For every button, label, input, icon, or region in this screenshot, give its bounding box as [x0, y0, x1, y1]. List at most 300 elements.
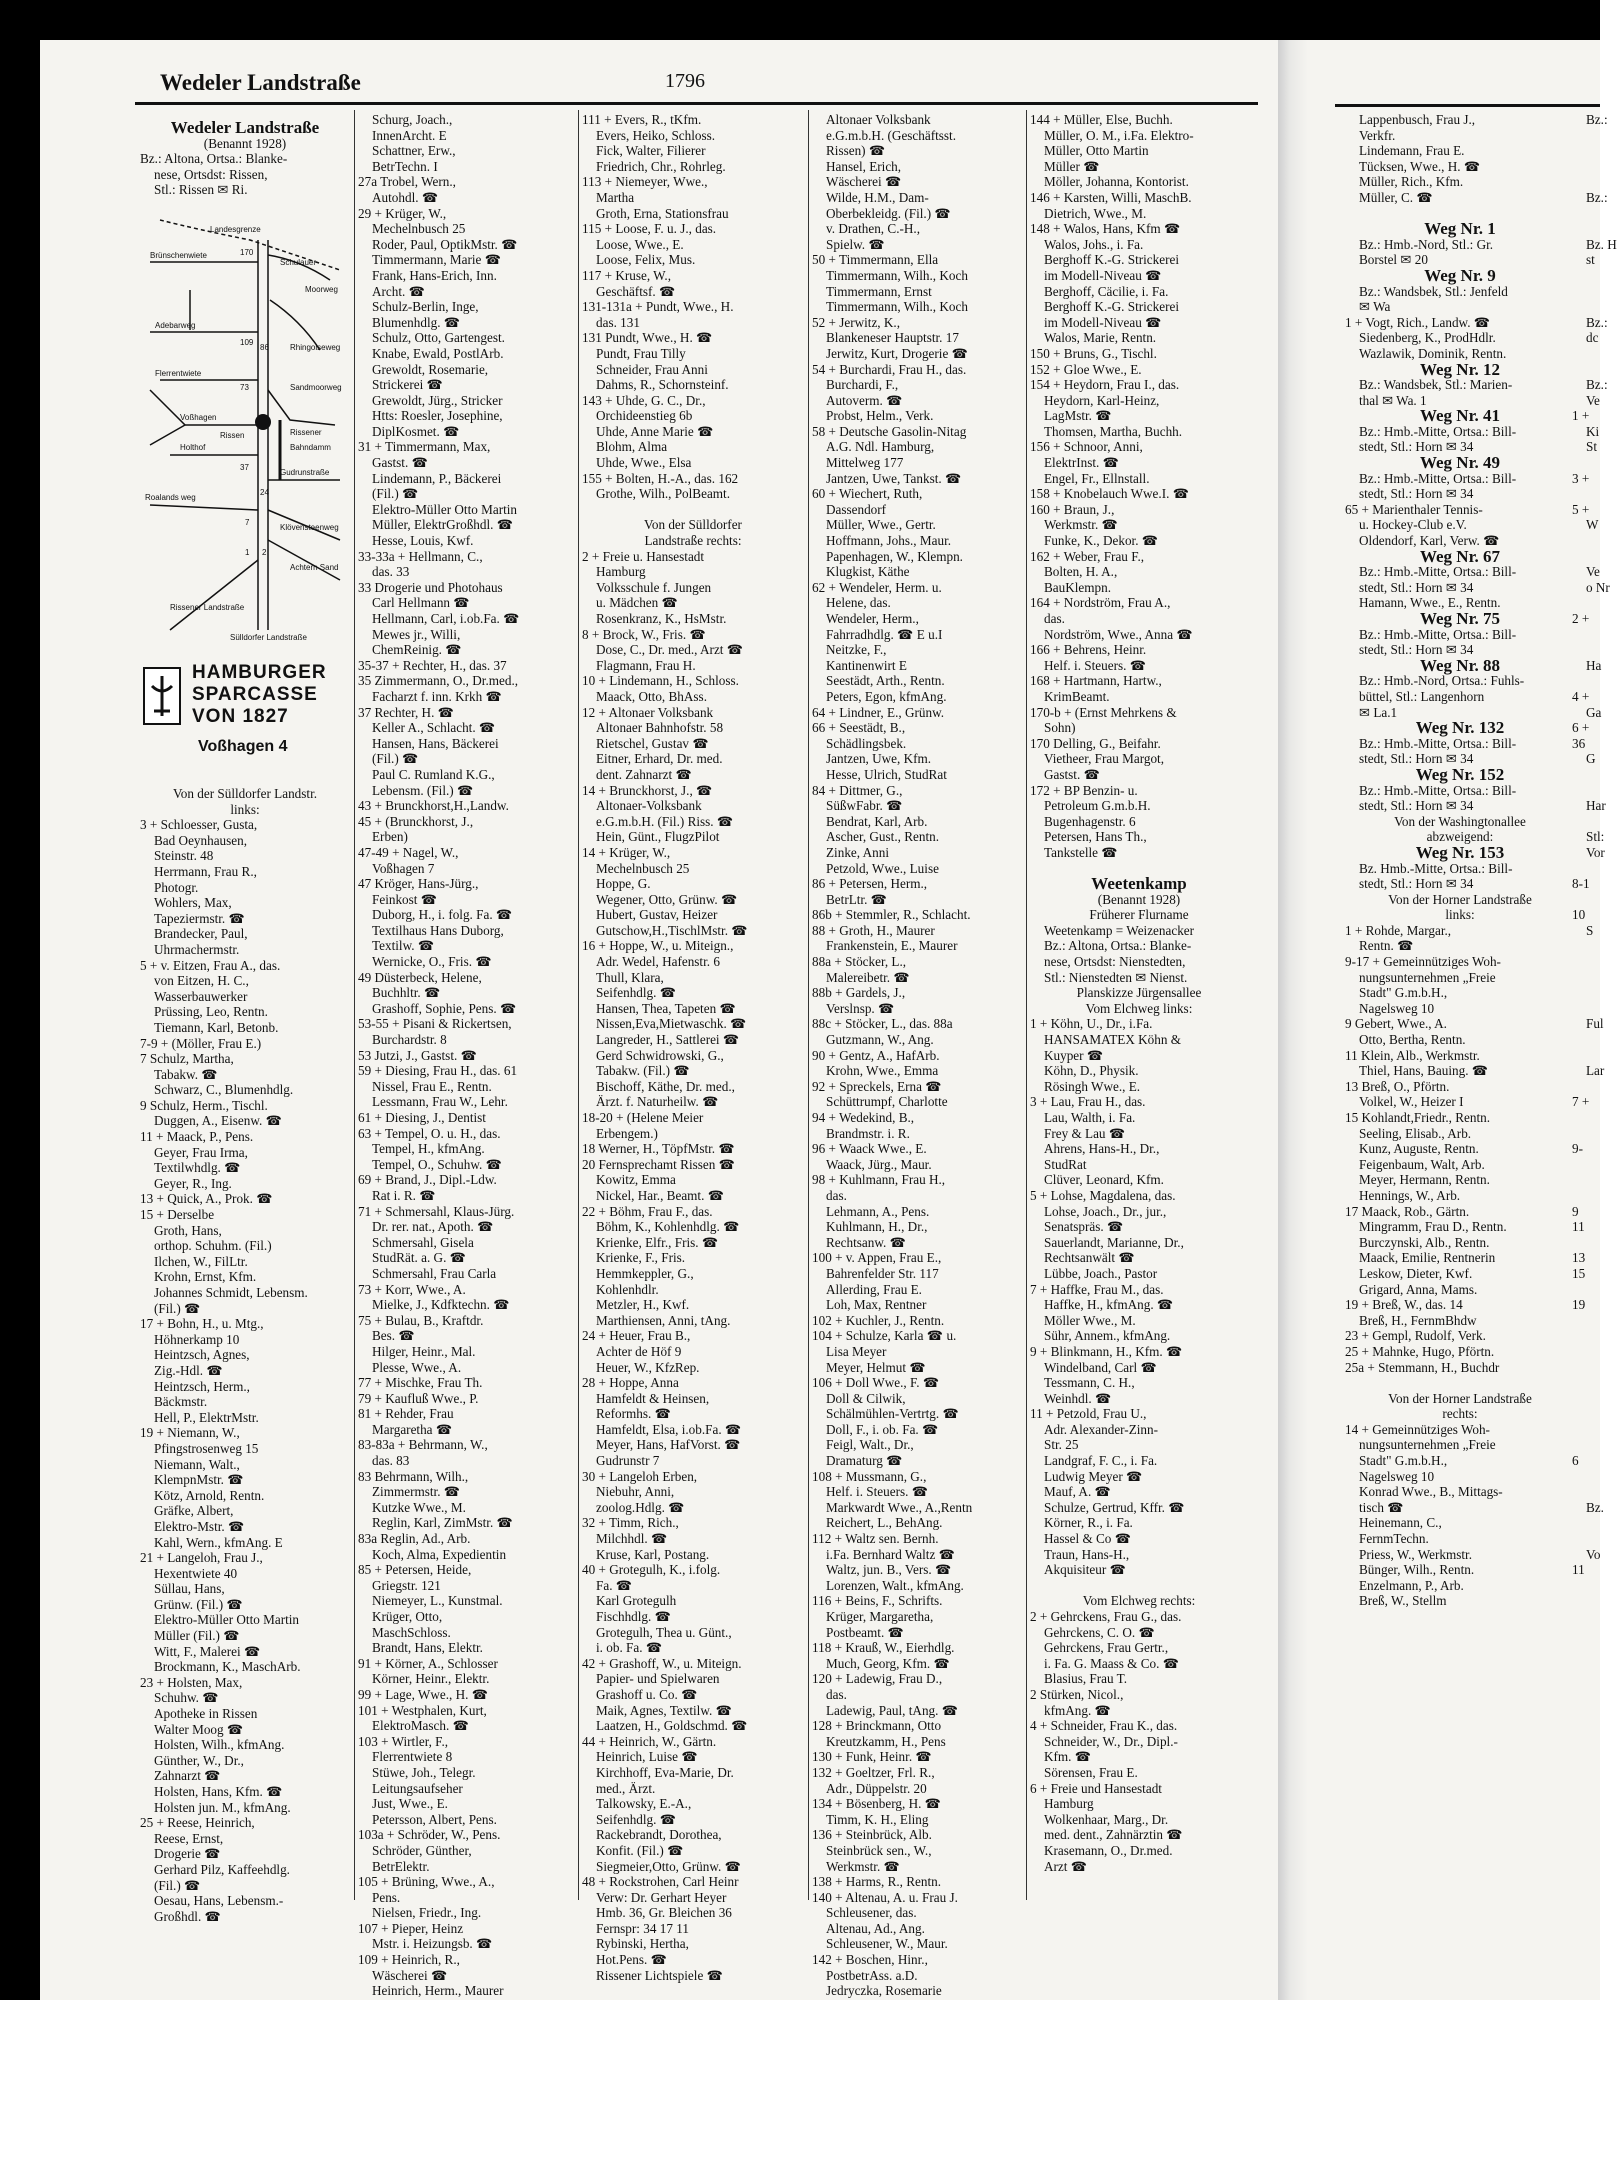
directory-entry-line — [1572, 1001, 1600, 1017]
directory-entry-line: KrimBeamt. — [1044, 688, 1110, 704]
directory-entry-line: Bischoff, Käthe, Dr. med., — [596, 1078, 735, 1094]
directory-entry-line — [1572, 783, 1600, 799]
directory-entry-line: Stadt" G.m.b.H., — [1359, 1453, 1448, 1469]
map-number: 7 — [245, 518, 250, 527]
directory-entry-line: (Benannt 1928) — [1097, 891, 1181, 907]
directory-entry-line — [1572, 1157, 1600, 1173]
directory-entry-line: Ladewig, Paul, tAng. ☎ — [826, 1702, 959, 1718]
directory-entry-line: Ve — [1586, 564, 1600, 580]
directory-entry-line: Ludwig Meyer ☎ — [1044, 1468, 1143, 1484]
directory-entry-line: W — [1586, 517, 1599, 533]
directory-entry-line: das. — [826, 1187, 847, 1203]
directory-entry-line: Lessmann, Frau W., Lehr. — [372, 1094, 508, 1110]
directory-entry-line: Rissen) ☎ — [826, 143, 886, 159]
directory-entry-line: Ahrens, Hans-H., Dr., — [1044, 1141, 1160, 1157]
directory-entry-line: 86 + Petersen, Herm., — [812, 876, 928, 892]
directory-entry-line — [1572, 143, 1600, 159]
directory-entry-line: 148 + Walos, Hans, Kfm ☎ — [1030, 221, 1181, 237]
directory-entry-line: Uhde, Wwe., Elsa — [596, 455, 692, 471]
directory-entry-line: Niebuhr, Anni, — [596, 1484, 675, 1500]
directory-entry-line: 37 Rechter, H. ☎ — [358, 704, 455, 720]
column-5-entries — [1030, 112, 1248, 1902]
directory-entry-line: Sühr, Annem., kfmAng. — [1044, 1328, 1171, 1344]
directory-entry-line: Krohn, Wwe., Emma — [826, 1063, 939, 1079]
directory-entry-line: Verkfr. — [1359, 127, 1396, 143]
directory-entry-line: Sohn) — [1044, 720, 1076, 736]
directory-entry-line: Ki — [1586, 423, 1600, 439]
directory-entry-line: Heintzsch, Herm., — [154, 1378, 250, 1394]
directory-entry-line: Werkmstr. ☎ — [1044, 517, 1118, 533]
directory-entry-line: Weetenkamp = Weizenacker — [1044, 922, 1195, 938]
directory-entry-line: Loose, Felix, Mus. — [596, 252, 696, 268]
directory-entry-line: Schulz-Berlin, Inge, — [372, 299, 479, 315]
directory-entry-line: Hein, Günt., FlugzPilot — [596, 829, 720, 845]
directory-entry-line: 108 + Mussmann, G., — [812, 1468, 927, 1484]
directory-entry-line: Grothe, Wilh., PolBeamt. — [596, 486, 731, 502]
directory-entry-line: 53 Jutzi, J., Gastst. ☎ — [358, 1047, 477, 1063]
directory-entry-line: Wernicke, O., Fris. ☎ — [372, 954, 492, 970]
directory-entry-line: 109 + Heinrich, R., — [358, 1952, 460, 1968]
directory-entry-line — [1572, 1313, 1600, 1329]
directory-entry-line: Bolten, H. A., — [1044, 564, 1118, 580]
directory-entry-line: Holsten, Hans, Kfm. ☎ — [154, 1784, 283, 1799]
directory-entry-line: Str. 25 — [1044, 1437, 1079, 1453]
directory-entry-line: Siedenberg, K., ProdHdlr. — [1359, 330, 1496, 346]
directory-entry-line: abzweigend: — [1426, 829, 1494, 845]
directory-entry-line: 14 + Krüger, W., — [582, 844, 671, 860]
directory-entry-line: Hellmann, Carl, i.ob.Fa. ☎ — [372, 611, 520, 626]
directory-entry-line: 1 + — [1572, 408, 1590, 424]
directory-entry-line: Grewoldt, Jürg., Stricker — [372, 392, 503, 408]
directory-entry-line: Mauf, A. ☎ — [1044, 1484, 1111, 1500]
directory-entry-line: Helf. i. Steuers. ☎ — [826, 1484, 929, 1500]
directory-entry-line: Jerwitz, Kurt, Drogerie ☎ — [826, 345, 969, 361]
directory-entry-line: zoolog.Hdlg. ☎ — [596, 1499, 685, 1515]
directory-entry-line: 115 + Loose, F. u. J., das. — [582, 221, 717, 237]
directory-entry-line: ✉ La.1 — [1359, 704, 1398, 720]
directory-entry-line: Bz. Hmb.-Mitte, Ortsa.: Bill- — [1359, 860, 1513, 876]
directory-entry-line: Verslnsp. ☎ — [826, 1000, 895, 1016]
directory-entry-line: Har — [1586, 798, 1606, 814]
directory-entry-line: Heuer, W., KfzRep. — [596, 1359, 700, 1375]
directory-entry-line: 136 + Steinbrück, Alb. — [812, 1827, 932, 1843]
directory-entry-line: stedt, Stl.: Horn ✉ 34 — [1359, 642, 1474, 658]
directory-entry-line: i.Fa. Bernhard Waltz ☎ — [826, 1546, 956, 1562]
map-label: Klövensteenweg — [280, 523, 339, 532]
directory-entry-line: Lübbe, Joach., Pastor — [1044, 1265, 1158, 1281]
directory-entry-line: Rösingh Wwe., E. — [1044, 1078, 1141, 1094]
directory-entry-line: 4 + Schneider, Frau K., das. — [1030, 1718, 1178, 1734]
directory-entry-line: Landgraf, F. C., i. Fa. — [1044, 1453, 1158, 1469]
directory-entry-line: Carl Hellmann ☎ — [372, 595, 470, 611]
directory-entry-line: Seeling, Elisab., Arb. — [1359, 1125, 1472, 1141]
directory-entry-line: med., Ärzt. — [596, 1780, 656, 1796]
directory-entry-line — [1572, 221, 1600, 237]
directory-entry-line: 25a + Stemmann, H., Buchdr — [1345, 1359, 1500, 1375]
directory-entry-line: Oldendorf, Karl, Verw. ☎ — [1359, 533, 1500, 549]
directory-entry-line: 13 — [1572, 1250, 1586, 1266]
directory-entry-line: Krienke, F., Fris. — [596, 1250, 686, 1266]
directory-entry-line: Burczynski, Alb., Rentn. — [1359, 1234, 1490, 1250]
directory-entry-line: Zimmermstr. ☎ — [372, 1484, 461, 1500]
directory-entry-line: 172 + BP Benzin- u. — [1030, 782, 1138, 798]
column-6-entries — [1345, 112, 1575, 1902]
directory-entry-line: Hansen, Hans, Bäckerei — [372, 735, 499, 751]
map-label: Adebarweg — [155, 321, 196, 330]
directory-entry-line: BetrLtr. ☎ — [826, 891, 888, 907]
directory-entry-line: Müller, Otto Martin — [1044, 143, 1149, 159]
directory-entry-line: im Modell-Niveau ☎ — [1044, 267, 1162, 283]
directory-entry-line: Von der Washingtonallee — [1394, 813, 1526, 829]
directory-entry-line: Tiemann, Karl, Betonb. — [154, 1019, 279, 1035]
directory-entry-line: Elektro-Mstr. ☎ — [154, 1518, 245, 1534]
directory-entry-line: 111 + Evers, R., tKfm. — [582, 112, 702, 127]
directory-entry-line: Gudrunstr 7 — [596, 1453, 660, 1469]
directory-entry-line: 5 + — [1572, 501, 1590, 517]
map-label: Sandmoorweg — [290, 383, 342, 392]
directory-entry-line — [1572, 1469, 1600, 1485]
directory-entry-line: 103a + Schröder, W., Pens. — [358, 1827, 501, 1843]
directory-entry-line: BauKlempn. — [1044, 579, 1112, 595]
directory-entry-line: 18-20 + (Helene Meier — [582, 1110, 704, 1125]
directory-entry-line: 2 + Freie u. Hansestadt — [582, 548, 705, 564]
directory-entry-line: Berghoff K.-G. Strickerei — [1044, 252, 1180, 268]
directory-entry-line: Wohlers, Max, — [154, 895, 232, 911]
directory-entry-line: Mielke, J., Kdfktechn. ☎ — [372, 1297, 510, 1313]
directory-entry-line — [1572, 1437, 1600, 1453]
directory-entry-line: Feinkost ☎ — [372, 891, 438, 907]
directory-entry-line: Seestädt, Arth., Rentn. — [826, 673, 945, 689]
directory-entry-line: Eitner, Erhard, Dr. med. — [596, 751, 723, 767]
directory-entry-line — [1572, 159, 1600, 175]
directory-entry-line: 53-55 + Pisani & Rickertsen, — [358, 1016, 512, 1032]
directory-entry-line: 83a Reglin, Ad., Arb. — [358, 1531, 471, 1547]
directory-entry-line: Lar — [1586, 1063, 1605, 1079]
directory-entry-line: Metzler, H., Kwf. — [596, 1297, 690, 1313]
directory-entry-line: 86b + Stemmler, R., Schlacht. — [812, 907, 971, 923]
directory-entry-line: Laatzen, H., Goldschmd. ☎ — [596, 1718, 748, 1734]
directory-entry-line: Hansel, Erich, — [826, 158, 902, 174]
directory-entry-line: Bz.: Hmb.-Mitte, Ortsa.: Bill- — [1359, 564, 1517, 580]
directory-entry-line: Rissener Lichtspiele ☎ — [596, 1967, 724, 1983]
directory-entry-line: Vom Elchweg links: — [1085, 1000, 1193, 1016]
directory-entry-line — [1572, 1110, 1600, 1126]
directory-entry-line: st — [1586, 252, 1595, 268]
directory-entry-line: 11 — [1572, 1219, 1585, 1235]
map-road — [268, 390, 335, 425]
directory-entry-line: 58 + Deutsche Gasolin-Nitag — [812, 423, 967, 439]
directory-entry-line: Schuhw. ☎ — [154, 1690, 219, 1706]
directory-entry-line: Geyer, R., Ing. — [154, 1175, 232, 1191]
directory-entry-line: 8 + Brock, W., Fris. ☎ — [582, 626, 706, 642]
directory-entry-line: Bz.: — [1586, 112, 1608, 127]
directory-entry-line: 98 + Kuhlmann, Frau H., — [812, 1172, 946, 1188]
street-info-line: Bz.: Altona, Ortsa.: Blanke- — [140, 151, 288, 167]
directory-entry-line: Grashoff u. Co. ☎ — [596, 1686, 698, 1702]
directory-entry-line: BetrElektr. — [372, 1858, 430, 1874]
directory-entry-line: Htts: Roesler, Josephine, — [372, 408, 503, 424]
directory-entry-line: Wäscherei ☎ — [826, 174, 902, 190]
directory-entry-line: Tessmann, C. H., — [1044, 1375, 1135, 1391]
directory-entry-line: 5 + v. Eitzen, Frau A., das. — [140, 957, 281, 973]
directory-entry-line: Seifenhdlg. ☎ — [596, 1811, 677, 1827]
directory-entry-line: 7 Schulz, Martha, — [140, 1051, 234, 1067]
directory-entry-line: 17 + Bohn, H., u. Mtg., — [140, 1316, 264, 1332]
directory-entry-line: Peters, Egon, kfmAng. — [826, 688, 947, 704]
directory-entry-line: Doll & Cilwik, — [826, 1390, 906, 1406]
directory-entry-line: stedt, Stl.: Horn ✉ 34 — [1359, 876, 1474, 892]
directory-entry-line: 27a Trobel, Wern., — [358, 174, 456, 190]
directory-entry-line: Friedrich, Chr., Rohrleg. — [596, 158, 726, 174]
directory-entry-line — [1572, 1375, 1600, 1391]
street-map-sketch — [140, 210, 345, 650]
map-label: Sülldorfer Landstraße — [230, 633, 307, 642]
directory-entry-line — [1572, 814, 1600, 830]
directory-entry-line: 33 Drogerie und Photohaus — [358, 579, 503, 595]
directory-entry-line: Autohdl. ☎ — [372, 189, 439, 205]
directory-entry-line: dc — [1586, 330, 1599, 346]
directory-entry-line: Elektro-Müller Otto Martin — [372, 501, 518, 517]
directory-entry-line: Bz.: Hmb.-Mitte, Ortsa.: Bill- — [1359, 470, 1517, 486]
directory-entry-line: Hubert, Gustav, Heizer — [596, 907, 718, 923]
directory-entry-line — [1572, 1048, 1600, 1064]
directory-entry-line: 49 Düsterbeck, Helene, — [358, 969, 482, 985]
directory-entry-line: Weg Nr. 132 — [1415, 718, 1505, 738]
directory-entry-line: Burchardstr. 8 — [372, 1032, 447, 1048]
directory-entry-line: thal ✉ Wa. 1 — [1359, 392, 1427, 408]
directory-entry-line: 6 + Freie und Hansestadt — [1030, 1780, 1162, 1796]
directory-entry-line: Wazlawik, Dominik, Rentn. — [1359, 345, 1507, 361]
map-label: Rhingolseweg — [290, 343, 341, 352]
directory-entry-line: Bz.: Hmb.-Mitte, Ortsa.: Bill- — [1359, 735, 1517, 751]
directory-entry-line: 24 + Heuer, Frau B., — [582, 1328, 691, 1344]
directory-entry-line: Arzt ☎ — [1044, 1858, 1088, 1874]
directory-entry-line: Krüger, Otto, — [372, 1609, 443, 1624]
directory-entry-line — [1572, 642, 1600, 658]
directory-entry-line — [1572, 549, 1600, 565]
directory-entry-line: SüßwFabr. ☎ — [826, 798, 903, 814]
directory-entry-line: Nielsen, Friedr., Ing. — [372, 1905, 482, 1921]
directory-entry-line: Reformhs. ☎ — [596, 1406, 672, 1422]
directory-entry-line: Schüttrumpf, Charlotte — [826, 1094, 948, 1110]
directory-entry-line: Herrmann, Frau R., — [154, 863, 257, 879]
directory-entry-line: Fischhdlg. ☎ — [596, 1609, 672, 1624]
directory-entry-line: Gutzmann, W., Ang. — [826, 1032, 934, 1048]
directory-entry-line: Wolkenhaar, Marg., Dr. — [1044, 1811, 1169, 1827]
directory-entry-line: 29 + Krüger, W., — [358, 205, 447, 221]
directory-entry-line: Gutschow,H.,TischlMstr. ☎ — [596, 922, 748, 938]
directory-entry-line: Rentn. ☎ — [1359, 938, 1414, 954]
directory-entry-line: nungsunternehmen „Freie — [1359, 1437, 1496, 1453]
directory-entry-line: Gerd Schwidrowski, G., — [596, 1047, 724, 1063]
directory-entry-line: von Eitzen, H. C., — [154, 973, 249, 989]
directory-entry-line: Heinrich, Herm., Maurer — [372, 1983, 504, 1999]
directory-entry-line: Kantinenwirt E — [826, 657, 907, 673]
directory-entry-line: Spielw. ☎ — [826, 236, 885, 252]
directory-entry-line: 142 + Boschen, Hinr., — [812, 1952, 928, 1968]
directory-entry-line: Bad Oeynhausen, — [154, 832, 248, 848]
directory-entry-line: Weg Nr. 1 — [1424, 219, 1496, 239]
directory-entry-line: 19 + Niemann, W., — [140, 1425, 240, 1441]
directory-entry-line: Pens. — [372, 1889, 401, 1905]
map-label: Rissener — [290, 428, 322, 437]
directory-entry-line: Erbengem.) — [596, 1125, 658, 1141]
directory-entry-line — [1572, 1032, 1600, 1048]
directory-entry-line: 155 + Bolten, H.-A., das. 162 — [582, 470, 739, 486]
directory-entry-line: Zig.-Hdl. ☎ — [154, 1362, 223, 1378]
directory-entry-line: Grigard, Anna, Mams. — [1359, 1281, 1478, 1297]
directory-entry-line — [1572, 985, 1600, 1001]
directory-entry-line: 65 + Marienthaler Tennis- — [1345, 501, 1483, 517]
directory-entry-line: nungsunternehmen „Freie — [1359, 969, 1496, 985]
directory-entry-line: Timmermann, Marie ☎ — [372, 252, 502, 268]
directory-entry-line: 23 + Holsten, Max, — [140, 1674, 243, 1690]
directory-entry-line: Karl Grotegulh — [596, 1593, 677, 1609]
directory-entry-line: 75 + Bulau, B., Kraftdr. — [358, 1312, 484, 1328]
directory-entry-line: 60 + Wiechert, Ruth, — [812, 486, 923, 502]
directory-entry-line: Elektro-Müller Otto Martin — [154, 1612, 300, 1628]
directory-entry-line: 83 Behrmann, Wilh., — [358, 1468, 469, 1484]
directory-entry-line: LagMstr. ☎ — [1044, 408, 1112, 424]
directory-entry-line: 107 + Pieper, Heinz — [358, 1920, 464, 1936]
directory-entry-line: 13 Breß, O., Pförtn. — [1345, 1078, 1450, 1094]
directory-entry-line: Bz.: Altona, Ortsa.: Blanke- — [1044, 938, 1192, 954]
directory-entry-line: tisch ☎ — [1359, 1499, 1404, 1515]
directory-entry-line: Blasius, Frau T. — [1044, 1671, 1128, 1687]
directory-entry-line: Altonaer Bahnhofstr. 58 — [596, 720, 724, 736]
directory-entry-line: Holsten jun. M., kfmAng. — [154, 1799, 291, 1815]
directory-entry-line: Weg Nr. 152 — [1415, 764, 1505, 784]
directory-entry-line: Duborg, H., i. folg. Fa. ☎ — [372, 907, 513, 923]
directory-entry-line: Ga — [1586, 704, 1602, 720]
directory-entry-line: Maik, Agnes, Textilw. ☎ — [596, 1702, 733, 1718]
directory-entry-line: Niemeyer, L., Kunstmal. — [372, 1593, 503, 1609]
directory-entry-line: Von der Sülldorfer Landstr. — [172, 786, 318, 801]
directory-entry-line: Planskizze Jürgensallee — [1076, 985, 1202, 1001]
directory-entry-line: Schälmühlen-Vertrtg. ☎ — [826, 1406, 959, 1422]
directory-entry-line: 128 + Brinckmann, Otto — [812, 1718, 942, 1734]
directory-entry-line: 6 + — [1572, 720, 1590, 736]
directory-entry-line: Waltz, jun. B., Vers. ☎ — [826, 1562, 952, 1578]
directory-entry-line: Traun, Hans-H., — [1044, 1546, 1130, 1562]
directory-entry-line: 43 + Brunckhorst,H.,Landw. — [358, 798, 509, 814]
directory-entry-line: ✉ Wa — [1359, 299, 1391, 315]
directory-entry-line: Lau, Walth, i. Fa. — [1044, 1110, 1136, 1125]
directory-entry-line: 156 + Schnoor, Anni, — [1030, 439, 1143, 455]
directory-entry-line: 2 Stürken, Nicol., — [1030, 1686, 1124, 1702]
header-rule-right — [1335, 104, 1600, 107]
directory-entry-line: Möller Wwe., M. — [1044, 1312, 1136, 1328]
directory-entry-line: Bz.: — [1586, 189, 1608, 205]
directory-entry-line — [1572, 1360, 1600, 1376]
directory-entry-line: Höhnerkamp 10 — [154, 1331, 240, 1347]
directory-entry-line: Achter de Höf 9 — [596, 1343, 682, 1359]
directory-entry-line: im Modell-Niveau ☎ — [1044, 314, 1162, 330]
directory-entry-line: Pfingstrosenweg 15 — [154, 1440, 259, 1456]
directory-entry-line: 9 Schulz, Herm., Tischl. — [140, 1097, 268, 1113]
directory-entry-line: Blumenhdlg. ☎ — [372, 314, 461, 330]
directory-entry-line: Frey & Lau ☎ — [1044, 1125, 1126, 1141]
map-label: Gudrunstraße — [280, 468, 330, 477]
directory-entry-line: Paul C. Rumland K.G., — [372, 766, 495, 782]
directory-entry-line: Von der Sülldorfer — [644, 517, 742, 533]
directory-entry-line: 116 + Beins, F., Schrifts. — [812, 1593, 943, 1609]
directory-entry-line: 28 + Hoppe, Anna — [582, 1375, 679, 1391]
directory-entry-line: links: — [1445, 907, 1475, 923]
ad-line: HAMBURGER — [192, 662, 327, 683]
directory-entry-line — [1572, 1126, 1600, 1142]
directory-entry-line: Wäscherei ☎ — [372, 1967, 448, 1983]
directory-entry-line: Weg Nr. 153 — [1415, 842, 1505, 862]
directory-entry-line: 144 + Müller, Else, Buchh. — [1030, 112, 1173, 127]
header-rule — [135, 102, 1258, 105]
directory-entry-line: 13 + Quick, A., Prok. ☎ — [140, 1191, 273, 1207]
directory-entry-line: Buchhltr. ☎ — [372, 985, 441, 1001]
directory-entry-line: 1 + Köhn, U., Dr., i.Fa. — [1030, 1016, 1153, 1032]
directory-entry-line: Maack, Otto, BhAss. — [596, 688, 707, 704]
directory-entry-line: Dietrich, Wwe., M. — [1044, 205, 1147, 221]
directory-entry-line — [1572, 1344, 1600, 1360]
directory-entry-line: Nissel, Frau E., Rentn. — [372, 1078, 492, 1094]
directory-entry-line: Blankeneser Hauptstr. 17 — [826, 330, 959, 346]
directory-entry-line: Meyer, Helmut ☎ — [826, 1359, 926, 1375]
directory-entry-line: 14 + Brunckhorst, J., ☎ — [582, 782, 713, 798]
directory-entry-line: Bz.: Wandsbek, Stl.: Jenfeld — [1359, 283, 1508, 299]
directory-entry-line: Dahms, R., Schornsteinf. — [596, 377, 729, 393]
directory-entry-line: Brandt, Hans, Elektr. — [372, 1640, 483, 1656]
directory-entry-line: 4 + — [1572, 688, 1590, 704]
directory-entry-line: Brandmstr. i. R. — [826, 1125, 910, 1141]
directory-entry-line: Flerrentwiete 8 — [372, 1749, 453, 1765]
street-title: Wedeler Landstraße — [170, 118, 320, 137]
directory-entry-line: 1 + Vogt, Rich., Landw. ☎ — [1345, 314, 1491, 330]
directory-entry-line: Maack, Emilie, Rentnerin — [1359, 1250, 1496, 1266]
directory-entry-line: e.G.m.b.H. (Geschäftsst. — [826, 127, 957, 143]
directory-entry-line: 168 + Hartmann, Hartw., — [1030, 673, 1162, 689]
directory-entry-line: Geschäftsf. ☎ — [596, 283, 676, 299]
directory-entry-line: 48 + Rockstrohen, Carl Heinr — [582, 1874, 739, 1890]
directory-entry-line: Witt, F., Malerei ☎ — [154, 1643, 261, 1659]
directory-entry-line: Kuyper ☎ — [1044, 1047, 1104, 1063]
directory-entry-line: 17 Maack, Rob., Gärtn. — [1345, 1203, 1470, 1219]
directory-entry-line: Mechelnbusch 25 — [372, 221, 466, 237]
directory-entry-line: Hamfeldt, Elsa, i.ob.Fa. ☎ — [596, 1421, 742, 1437]
directory-entry-line: Schädlingsbek. — [826, 735, 907, 751]
directory-entry-line: büttel, Stl.: Langenhorn — [1359, 688, 1485, 704]
directory-entry-line — [1572, 1282, 1600, 1298]
map-road — [170, 560, 258, 630]
directory-entry-line: Brockmann, K., MaschArb. — [154, 1659, 301, 1675]
directory-entry-line: Mingramm, Frau D., Rentn. — [1359, 1219, 1507, 1235]
directory-entry-line: Müller, Rich., Kfm. — [1359, 174, 1464, 190]
directory-entry-line: 88a + Stöcker, L., — [812, 954, 907, 970]
directory-entry-line: Kruse, Karl, Postang. — [596, 1546, 710, 1562]
directory-entry-line: Nickel, Har., Beamt. ☎ — [596, 1187, 725, 1203]
directory-entry-line: Duggen, A., Eisenw. ☎ — [154, 1113, 283, 1129]
directory-entry-line: Gastst. ☎ — [372, 455, 428, 471]
directory-entry-line — [1572, 1328, 1600, 1344]
directory-entry-line: Stl: — [1586, 829, 1605, 845]
directory-entry-line: das. 131 — [596, 314, 640, 330]
directory-entry-line: Kirchhoff, Eva-Marie, Dr. — [596, 1764, 734, 1780]
column-divider — [808, 110, 809, 1900]
directory-entry-line: Tücksen, Wwe., H. ☎ — [1359, 158, 1481, 174]
directory-entry-line: Voßhagen 7 — [372, 860, 435, 876]
directory-entry-line: Bünger, Wilh., Rentn. — [1359, 1562, 1475, 1578]
directory-entry-line: Apotheke in Rissen — [154, 1706, 258, 1722]
directory-entry-line: Volkel, W., Heizer I — [1359, 1094, 1464, 1110]
directory-entry-line: Martha — [596, 189, 635, 205]
